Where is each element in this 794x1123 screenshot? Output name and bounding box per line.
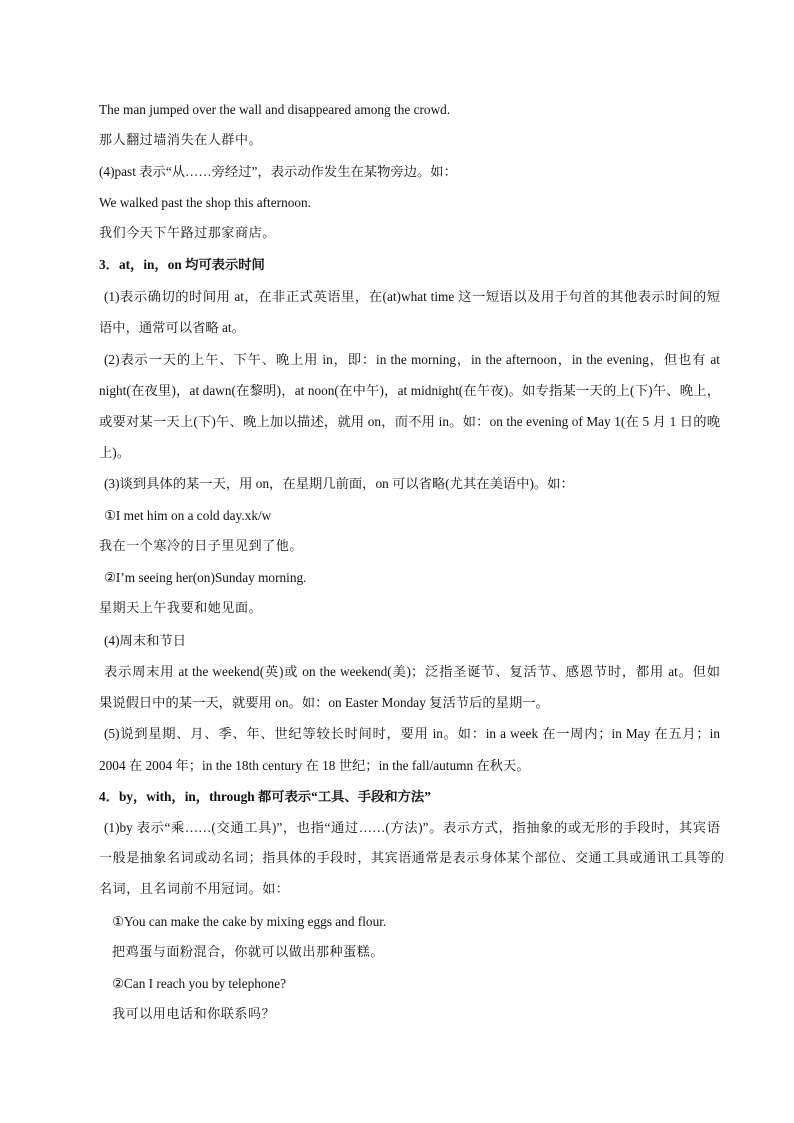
example-sentence-cn: 那人翻过墙消失在人群中。 — [99, 133, 263, 148]
example-sentence-en: The man jumped over the wall and disappeared among the crowd. — [99, 102, 451, 117]
example-sentence-cn: 星期天上午我要和她见面。 — [99, 601, 263, 616]
rule-by-cont: 名词，且名词前不用冠词。如： — [99, 882, 290, 897]
rule-by: (1)by 表示“乘……(交通工具)”，也指“通过……(方法)”。表示方式，指抽象的或无形的手段时，其宾语 — [104, 820, 720, 835]
example-sentence-en: ②Can I reach you by telephone? — [112, 976, 287, 991]
example-sentence-cn: 把鸡蛋与面粉混合，你就可以做出那种蛋糕。 — [112, 945, 385, 960]
example-sentence-en: ①I met him on a cold day.xk/w — [104, 508, 272, 523]
example-sentence-en: ②I’m seeing her(on)Sunday morning. — [104, 570, 307, 585]
example-sentence-en: ①You can make the cake by mixing eggs and flour. — [112, 914, 387, 929]
rule-at-exact-time-cont: 语中，通常可以省略 at。 — [99, 320, 245, 335]
example-sentence-cn: 我在一个寒冷的日子里见到了他。 — [99, 539, 304, 554]
example-sentence-cn: 我可以用电话和你联系吗？ — [112, 1007, 276, 1022]
rule-in-day-parts-cont: 上)。 — [99, 445, 131, 460]
rule-in-day-parts: (2)表示一天的上午、下午、晚上用 in，即：in the morning，in the afternoon，in the evening，但也有 at — [104, 352, 720, 367]
subheading-weekend-holiday: (4)周末和节日 — [104, 633, 186, 648]
rule-on-specific-day: (3)谈到具体的某一天，用 on，在星期几前面，on 可以省略(尤其在美语中)。如： — [104, 476, 574, 491]
rule-in-longer-periods-cont: 2004 在 2004 年；in the 18th century 在 18 世纪；in the fall/autumn 在秋天。 — [99, 758, 530, 773]
section-heading-time: 3．at，in，on 均可表示时间 — [99, 257, 265, 272]
rule-weekend-holiday-cont: 果说假日中的某一天，就要用 on。如：on Easter Monday 复活节后的星期一。 — [99, 695, 549, 710]
rule-weekend-holiday: 表示周末用 at the weekend(英)或 on the weekend(美)；泛指圣诞节、复活节、感恩节时，都用 at。但如 — [104, 664, 720, 679]
example-sentence-en: We walked past the shop this afternoon. — [99, 195, 311, 210]
rule-by-cont: 一般是抽象名词或动名词；指具体的手段时，其宾语通常是表示身体某个部位、交通工具或通讯工具等的 — [99, 851, 725, 866]
rule-at-exact-time: (1)表示确切的时间用 at，在非正式英语里，在(at)what time 这一短语以及用于句首的其他表示时间的短 — [104, 289, 720, 304]
rule-past: (4)past 表示“从……旁经过”，表示动作发生在某物旁边。如： — [99, 164, 457, 179]
rule-in-longer-periods: (5)说到星期、月、季、年、世纪等较长时间时，要用 in。如：in a week 在一周内；in May 在五月；in — [104, 726, 720, 741]
example-sentence-cn: 我们今天下午路过那家商店。 — [99, 226, 276, 241]
rule-in-day-parts-cont: 或要对某一天上(下)午、晚上加以描述，就用 on，而不用 in。如：on the evening of May 1(在 5 月 1 日的晚 — [99, 414, 720, 429]
section-heading-means: 4．by，with，in，through 都可表示“工具、手段和方法” — [99, 789, 431, 804]
rule-in-day-parts-cont: night(在夜里)，at dawn(在黎明)，at noon(在中午)，at midnight(在午夜)。如专指某一天的上(下)午、晚上， — [99, 383, 720, 398]
